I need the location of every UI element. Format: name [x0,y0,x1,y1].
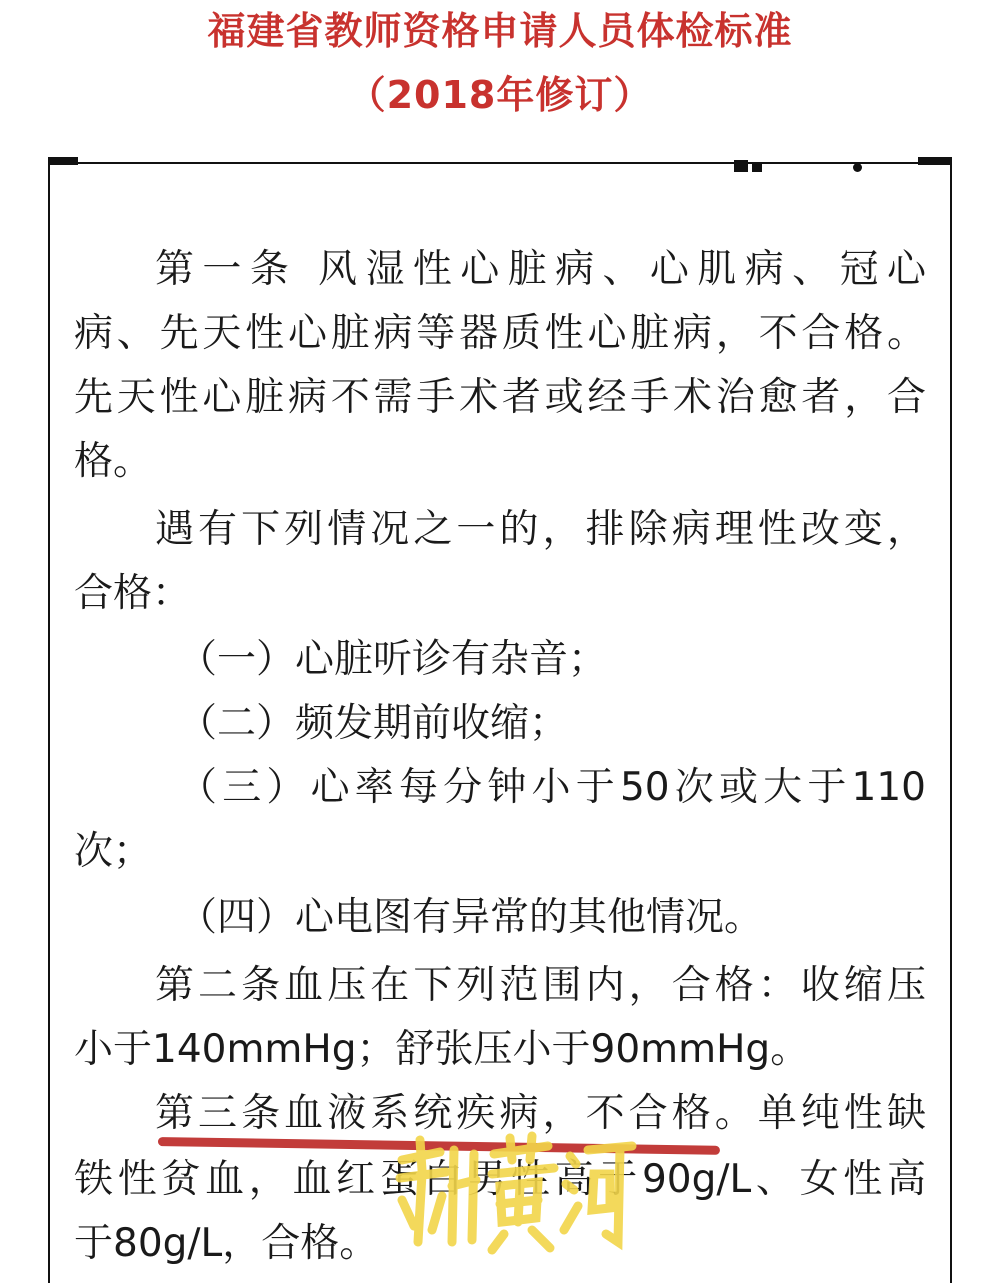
article-2-line: 第二条血压在下列范围内，合格：收缩压 [155,963,926,1008]
document-title: 福建省教师资格申请人员体检标准 [207,9,793,53]
article-1-line: 病、先天性心脏病等器质性心脏病，不合格。 [74,311,926,356]
exception-intro-line: 合格： [74,571,192,616]
exception-intro-line: 遇有下列情况之一的，排除病理性改变， [155,507,926,552]
frame-corner-right [918,157,952,165]
brand-watermark-logo [388,1130,638,1260]
exception-item-3-cont: 次； [74,829,153,874]
article-1-line: 先天性心脏病不需手术者或经手术治愈者，合 [74,375,926,420]
frame-ornament [752,162,762,172]
document-subtitle: （2018年修订） [347,73,653,117]
frame-corner-left [48,157,78,165]
exception-item-4: （四）心电图有异常的其他情况。 [178,895,764,940]
exception-item-2: （二）频发期前收缩； [178,701,569,746]
frame-top-border [48,162,952,164]
frame-ornament-dot [853,163,862,172]
article-3-line: 铁性贫血，血红蛋白男性高于90g/L、女性高 [74,1157,926,1202]
article-3-line: 于80g/L，合格。 [74,1221,379,1266]
article-2-line: 小于140mmHg；舒张压小于90mmHg。 [74,1027,810,1072]
exception-item-3: （三）心率每分钟小于50次或大于110 [178,765,926,810]
article-1-line: 第一条 风湿性心脏病、心肌病、冠心 [155,247,926,292]
exception-item-1: （一）心脏听诊有杂音； [178,637,608,682]
frame-left-border [48,163,50,1283]
frame-right-border [950,163,952,1283]
article-1-line: 格。 [74,439,153,484]
article-3-line: 第三条血液系统疾病，不合格。单纯性缺 [155,1091,926,1136]
frame-ornament [734,160,748,172]
